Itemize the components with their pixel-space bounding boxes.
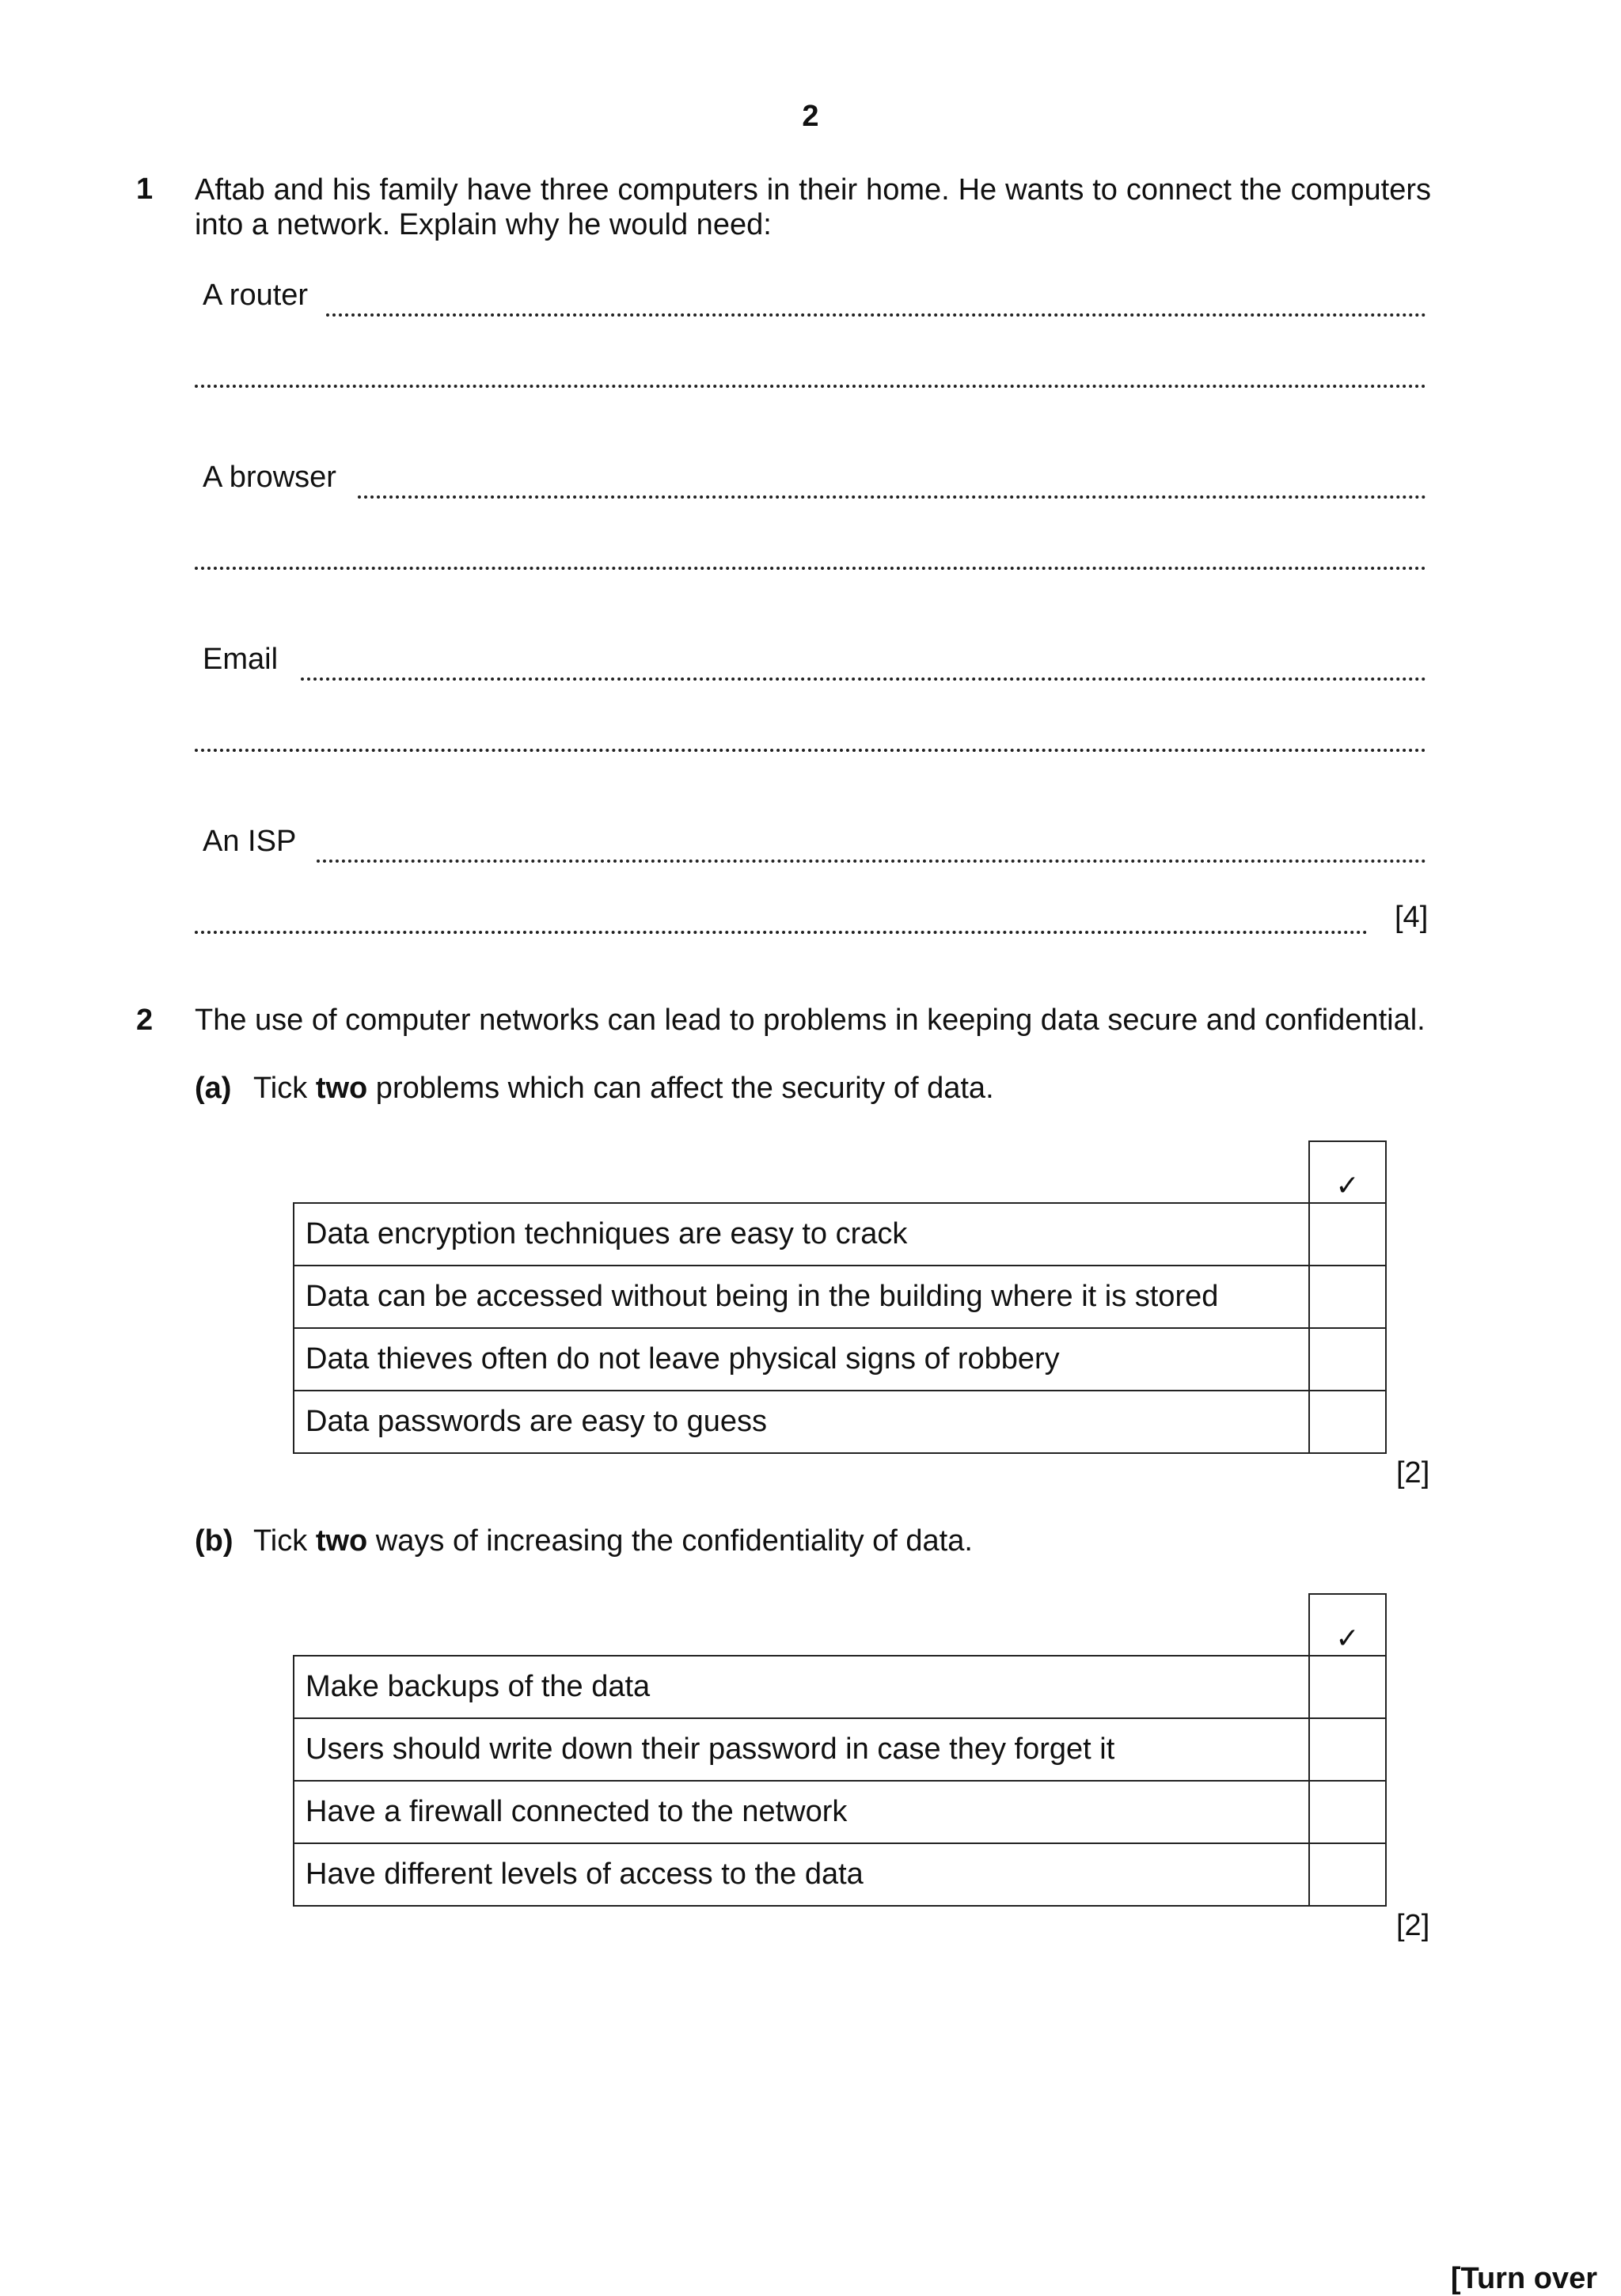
table-row — [294, 1718, 1386, 1781]
part-a-marks: [2] — [1396, 1456, 1430, 1490]
part-b-header-blank — [294, 1594, 1309, 1656]
option-text: Data can be accessed without being in the building where it is stored — [294, 1266, 1309, 1328]
part-b-instruction — [253, 1524, 973, 1558]
answer-line-router-1[interactable] — [326, 313, 1426, 317]
table-row — [294, 1781, 1386, 1843]
tick-box[interactable] — [1309, 1328, 1386, 1391]
question-2-text: The use of computer networks can lead to problems in keeping data secure and confidential. — [195, 1004, 1425, 1037]
tick-box[interactable] — [1309, 1781, 1386, 1843]
part-a-text-after: problems which can affect the security of data. — [367, 1072, 994, 1105]
part-a-text-before: Tick — [253, 1072, 316, 1105]
table-row — [294, 1391, 1386, 1453]
part-b-text-after: ways of increasing the confidentiality of data. — [367, 1524, 973, 1558]
part-b-marks: [2] — [1396, 1909, 1430, 1942]
tick-box[interactable] — [1309, 1718, 1386, 1781]
part-b-tick-table — [293, 1593, 1387, 1907]
option-text: Have a firewall connected to the network — [294, 1781, 1309, 1843]
question-1-number: 1 — [136, 173, 154, 206]
tick-box[interactable] — [1309, 1391, 1386, 1453]
part-b-text-before: Tick — [253, 1524, 316, 1558]
answer-line-browser-1[interactable] — [358, 495, 1426, 499]
q1-marks: [4] — [1395, 901, 1429, 934]
part-b-tick-header: ✓ — [1309, 1594, 1386, 1656]
option-text: Users should write down their password in case they forget it — [294, 1718, 1309, 1781]
part-a-header-blank — [294, 1141, 1309, 1203]
tick-box[interactable] — [1309, 1266, 1386, 1328]
part-a-tick-header: ✓ — [1309, 1141, 1386, 1203]
answer-line-email-2[interactable] — [195, 749, 1426, 752]
tick-box[interactable] — [1309, 1843, 1386, 1906]
table-row — [294, 1843, 1386, 1906]
q1-item-browser-label: A browser — [203, 461, 336, 494]
option-text: Data passwords are easy to guess — [294, 1391, 1309, 1453]
table-row — [294, 1266, 1386, 1328]
option-text: Have different levels of access to the data — [294, 1843, 1309, 1906]
tick-box[interactable] — [1309, 1203, 1386, 1266]
table-row — [294, 1656, 1386, 1718]
part-a-label: (a) — [195, 1072, 232, 1105]
part-b-text-bold: two — [315, 1524, 368, 1558]
part-a-instruction — [253, 1072, 994, 1106]
option-text: Make backups of the data — [294, 1656, 1309, 1718]
part-a-tick-table — [293, 1140, 1387, 1454]
table-row — [294, 1203, 1386, 1266]
question-1-text: Aftab and his family have three computers in their home. He wants to connect the computers into a network. Explain why he would need: — [195, 173, 1431, 241]
answer-line-browser-2[interactable] — [195, 567, 1426, 570]
answer-line-isp-2[interactable] — [195, 931, 1368, 934]
option-text: Data thieves often do not leave physical signs of robbery — [294, 1328, 1309, 1391]
option-text: Data encryption techniques are easy to crack — [294, 1203, 1309, 1266]
answer-line-email-1[interactable] — [301, 677, 1426, 681]
table-row — [294, 1328, 1386, 1391]
question-2-number: 2 — [136, 1004, 154, 1037]
turn-over-footer: [Turn over — [1450, 2262, 1597, 2295]
part-b-label: (b) — [195, 1524, 233, 1558]
answer-line-isp-1[interactable] — [317, 860, 1426, 863]
page-number: 2 — [802, 100, 819, 133]
answer-line-router-2[interactable] — [195, 385, 1426, 388]
q1-item-email-label: Email — [203, 643, 279, 676]
part-a-text-bold: two — [315, 1072, 368, 1105]
q1-item-router-label: A router — [203, 279, 309, 312]
tick-box[interactable] — [1309, 1656, 1386, 1718]
q1-item-isp-label: An ISP — [203, 825, 297, 858]
